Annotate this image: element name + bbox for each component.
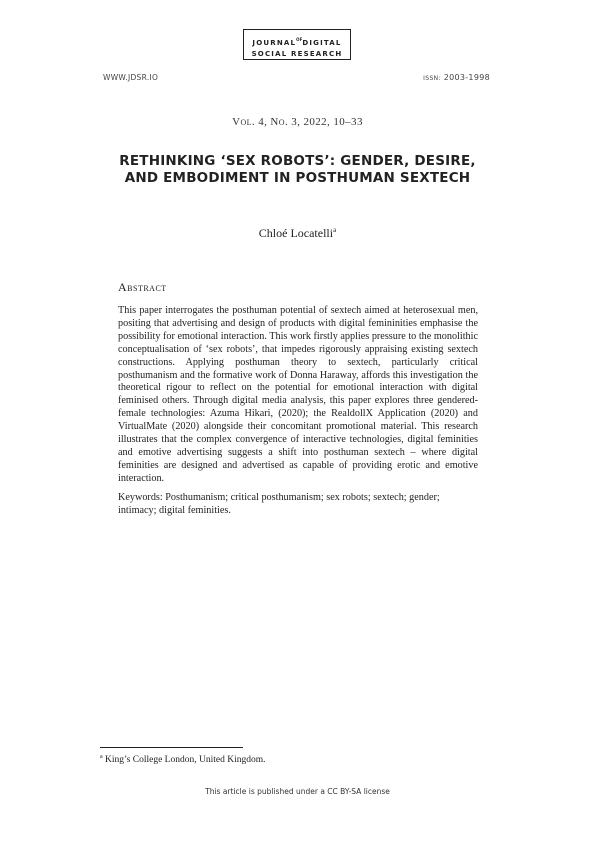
footnote-mark: a bbox=[100, 754, 103, 760]
footnote-text: King’s College London, United Kingdom. bbox=[105, 755, 266, 766]
abstract-heading: Abstract bbox=[118, 280, 167, 294]
abstract-text: This paper interrogates the posthuman potential of sextech aimed at heterosexual men, positing that advertising and design of products with digital femininities emphasise the possibility for emotional interaction. This work firstly applies pressure to the monolithic conceptualisation of ‘sex robots’, that impedes rigorously appraising existing sextech constructions. Applying posthuman theory to sextech, particularly critical posthumanism and the formative work of Donna Haraway, affords this investigation the theoretical rigour to reflect on the potential for emotional interaction with digital feminised others. Through digital media analysis, this paper explores three gendered-female technologies: Azuma Hikari, (2020); the RealdollX Application (2020) and VirtualMate (2020) alongside their concomitant promotional material. This research illustrates that the complex convergence of interactive technologies, digital feminities and emotive advertising suggests a shift into posthuman sextech – where digital feminities are designed and advertised as capable of providing erotic and emotive interaction. bbox=[118, 305, 478, 484]
issn-label: ISSN: bbox=[423, 75, 441, 82]
author bbox=[0, 226, 595, 241]
logo-word-journal: JOURNAL bbox=[252, 39, 297, 47]
license-notice: This article is published under a CC BY-SA license bbox=[205, 787, 390, 796]
logo-line-2: SOCIAL RESEARCH bbox=[251, 50, 343, 58]
logo-line-1 bbox=[244, 34, 350, 49]
journal-website[interactable]: WWW.JDSR.IO bbox=[103, 73, 159, 82]
footnote-divider bbox=[100, 747, 243, 748]
keywords: Keywords: Posthumanism; critical posthumanism; sex robots; sextech; gender; intimacy; digital feminities. bbox=[118, 492, 440, 516]
journal-logo bbox=[243, 29, 351, 60]
logo-word-digital: DIGITAL bbox=[302, 39, 342, 47]
article-title: RETHINKING ‘SEX ROBOTS’: GENDER, DESIRE, AND EMBODIMENT IN POSTHUMAN SEXTECH bbox=[119, 153, 476, 186]
issn bbox=[423, 73, 490, 82]
logo-word-of: OF bbox=[296, 37, 303, 42]
author-name: Chloé Locatelli bbox=[258, 226, 334, 240]
author-affiliation-mark: a bbox=[333, 226, 337, 234]
issn-value: 2003-1998 bbox=[443, 73, 490, 82]
footnote bbox=[100, 754, 265, 765]
volume-info: Vol. 4, No. 3, 2022, 10–33 bbox=[232, 116, 363, 128]
